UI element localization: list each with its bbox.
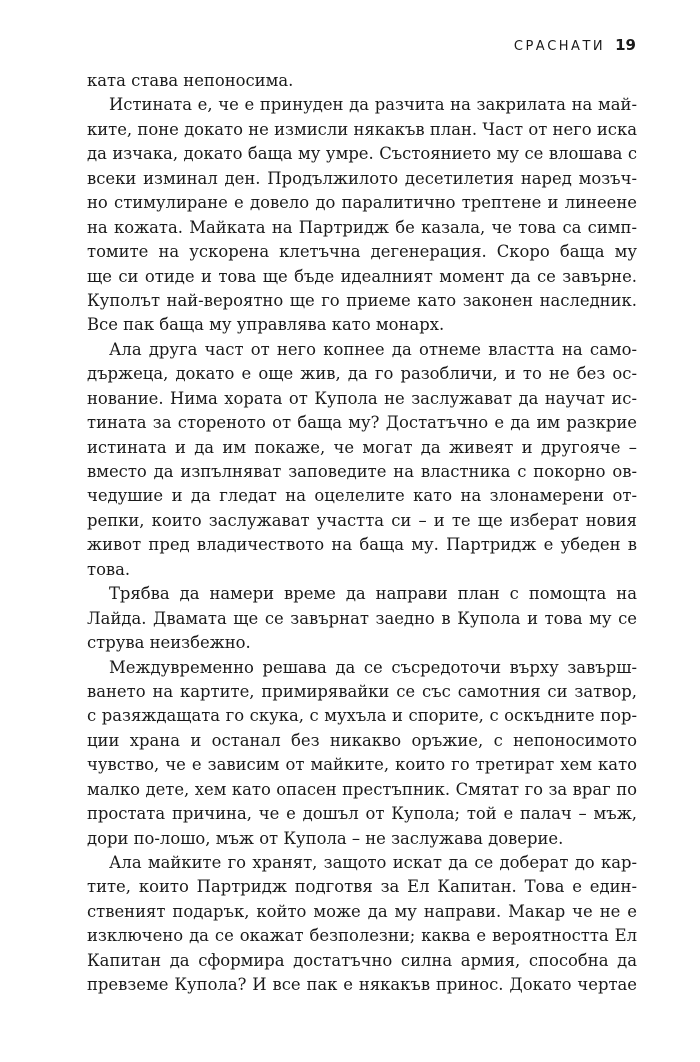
text-line: малко дете, хем като опасен престъпник. Смятат го за враг по (87, 779, 637, 799)
text-line: нование. Нима хората от Купола не заслужават да научат ис- (87, 388, 637, 408)
text-line: чувство, че е зависим от майките, които го третират хем като (87, 755, 637, 775)
text-line: с разяждащата го скука, с мухъла и спорите, с оскъдните пор- (87, 706, 637, 726)
text-line: Истината е, че е принуден да разчита на закрилата на май- (109, 95, 637, 115)
text-line: живот пред владичеството на баща му. Партридж е убеден в (87, 535, 637, 555)
text-line: ственият подарък, който може да му направи. Макар че не е (87, 901, 637, 921)
text-line: вместо да изпълняват заповедите на властника с покорно ов- (87, 462, 637, 481)
text-line: държеца, докато е още жив, да го разобличи, и то не без ос- (87, 364, 637, 384)
text-line: на кожата. Майката на Партридж бе казала, че това са симп- (87, 217, 637, 237)
text-line: истината и да им покаже, че могат да живеят и другояче – (87, 437, 637, 457)
text-line: тината за стореното от баща му? Достатъчно е да им разкрие (87, 413, 637, 433)
text-line: ще си отиде и това ще бъде идеалният момент да се завърне. (87, 266, 637, 286)
text-line: Ала майките го хранят, защото искат да се доберат до кар- (109, 853, 637, 872)
text-line: ката става непоносима. (87, 71, 294, 90)
text-line: ции храна и останал без никакво оръжие, с непоносимото (87, 730, 637, 750)
text-line: репки, които заслужават участта си – и те ще изберат новия (87, 510, 637, 530)
text-line: да изчака, докато баща му умре. Състоянието му се влошава с (87, 144, 637, 164)
text-line: дори по-лошо, мъж от Купола – не заслужава доверие. (87, 828, 564, 848)
text-line: Междувременно решава да се съсредоточи върху завърш- (109, 657, 637, 677)
page-number: 19 (615, 36, 636, 54)
text-line: всеки изминал ден. Продължилото десетилетия наред мозъч- (87, 168, 637, 188)
text-line: Лайда. Двамата ще се завърнат заедно в Купола и това му се (87, 608, 637, 628)
text-line: Ала друга част от него копнее да отнеме властта на само- (109, 339, 637, 359)
text-line: Трябва да намери време да направи план с помощта на (109, 584, 637, 604)
text-line: изключено да се окажат безполезни; каква е вероятността Ел (87, 926, 637, 946)
text-line: но стимулиране е довело до паралитично трептене и линеене (87, 193, 637, 213)
text-line: Капитан да сформира достатъчно силна армия, способна да (87, 950, 637, 970)
text-line: ването на картите, примирявайки се със самотния си затвор, (87, 681, 637, 701)
text-line: простата причина, че е дошъл от Купола; той е палач – мъж, (87, 804, 637, 824)
text-line: томите на ускорена клетъчна дегенерация. Скоро баща му (87, 242, 637, 262)
page-header (514, 36, 636, 54)
text-line: струва неизбежно. (87, 633, 251, 653)
text-line: тите, които Партридж подготвя за Ел Капитан. Това е един- (87, 877, 637, 897)
text-line: чедушие и да гледат на оцелелите като на злонамерени от- (87, 486, 637, 506)
running-head: СРАСНАТИ (513, 39, 606, 54)
text-line: ките, поне докато не измисли някакъв план. Част от него иска (87, 119, 637, 139)
body-text (87, 69, 637, 998)
text-line: това. (87, 559, 131, 579)
text-line: Куполът най-вероятно ще го приеме като законен наследник. (87, 290, 637, 310)
text-line: превземе Купола? И все пак е някакъв принос. Докато чертае (87, 975, 637, 995)
text-line: Все пак баща му управлява като монарх. (87, 315, 445, 335)
